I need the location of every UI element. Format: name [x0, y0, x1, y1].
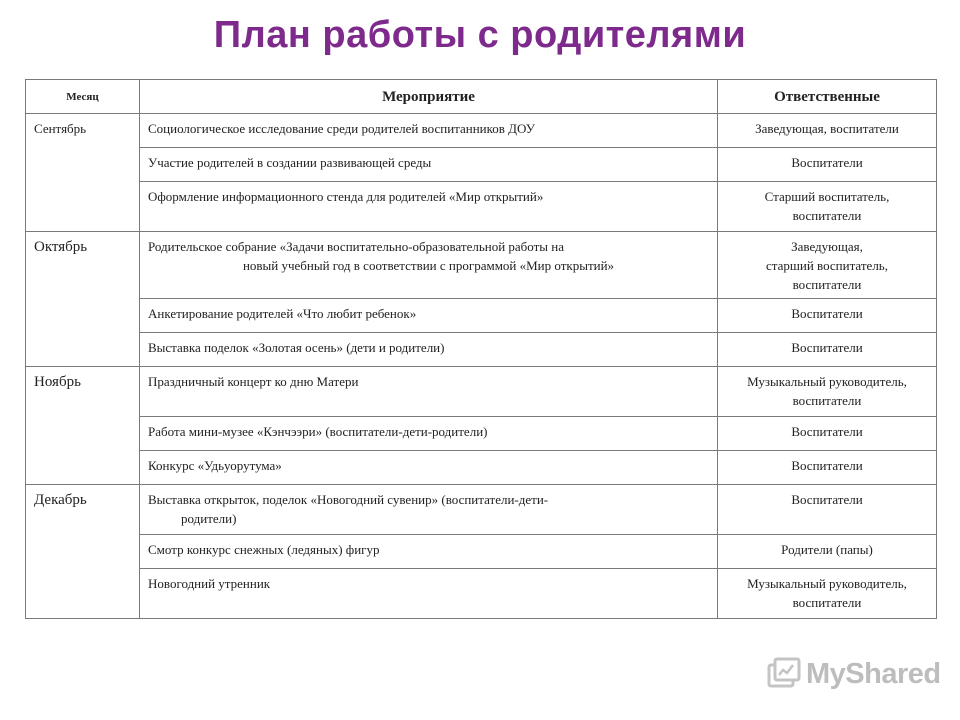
activity-line: Социологическое исследование среди родителей воспитанников ДОУ — [148, 121, 535, 136]
table-row — [26, 232, 937, 299]
responsible-cell — [718, 114, 937, 148]
responsible-cell — [718, 232, 937, 299]
responsible-cell — [718, 485, 937, 535]
month-cell: Сентябрь — [26, 114, 140, 232]
activity-cell — [140, 114, 718, 148]
responsible-cell — [718, 569, 937, 619]
responsible-line: Воспитатели — [791, 458, 863, 473]
table-row — [26, 451, 937, 485]
responsible-cell — [718, 333, 937, 367]
table-row — [26, 569, 937, 619]
responsible-cell — [718, 535, 937, 569]
responsible-line: Музыкальный руководитель, — [747, 576, 907, 591]
responsible-cell — [718, 367, 937, 417]
activity-cell — [140, 333, 718, 367]
activity-line: Анкетирование родителей «Что любит ребенок» — [148, 306, 417, 321]
activity-cell — [140, 232, 718, 299]
table-row — [26, 148, 937, 182]
activity-line: Участие родителей в создании развивающей среды — [148, 155, 432, 170]
responsible-cell — [718, 451, 937, 485]
responsible-cell — [718, 299, 937, 333]
activity-line: Оформление информационного стенда для родителей «Мир открытий» — [148, 189, 544, 204]
activity-cell — [140, 451, 718, 485]
responsible-line: Старший воспитатель, — [764, 189, 890, 204]
activity-line: Выставка открыток, поделок «Новогодний сувенир» (воспитатели-дети- — [148, 492, 549, 507]
table-row — [26, 367, 937, 417]
activity-cell — [140, 148, 718, 182]
myshared-watermark — [766, 656, 941, 692]
header-responsible: Ответственные — [718, 80, 937, 114]
activity-cell — [140, 535, 718, 569]
activity-line: Выставка поделок «Золотая осень» (дети и родители) — [148, 340, 445, 355]
responsible-line: Музыкальный руководитель, — [747, 374, 907, 389]
month-cell: Октябрь — [26, 232, 140, 367]
month-cell: Декабрь — [26, 485, 140, 619]
activity-cell — [140, 417, 718, 451]
page-title: План работы с родителями — [213, 14, 747, 56]
table-row — [26, 299, 937, 333]
responsible-line: Воспитатели — [791, 306, 863, 321]
activity-cell — [140, 182, 718, 232]
header-month: Месяц — [26, 80, 140, 114]
activity-line: новый учебный год в соответствии с программой «Мир открытий» — [242, 258, 615, 273]
watermark-text: MyShared — [806, 657, 941, 690]
activity-cell — [140, 485, 718, 535]
table-header-row — [26, 80, 937, 114]
activity-line: Праздничный концерт ко дню Матери — [148, 374, 359, 389]
month-cell: Ноябрь — [26, 367, 140, 485]
responsible-line: воспитатели — [792, 277, 862, 292]
responsible-line: старший воспитатель, — [765, 258, 888, 273]
activity-line: Работа мини-музее «Кэнчээри» (воспитатели-дети-родители) — [148, 424, 488, 439]
responsible-line: Заведующая, — [791, 239, 863, 254]
activity-cell — [140, 569, 718, 619]
activity-line: Родительское собрание «Задачи воспитательно-образовательной работы на — [148, 239, 565, 254]
responsible-line: Воспитатели — [791, 424, 863, 439]
responsible-line: Заведующая, воспитатели — [755, 121, 899, 136]
myshared-logo-icon — [766, 656, 802, 692]
responsible-cell — [718, 148, 937, 182]
activity-cell — [140, 299, 718, 333]
responsible-line: воспитатели — [792, 595, 862, 610]
responsible-line: воспитатели — [792, 208, 862, 223]
responsible-cell — [718, 182, 937, 232]
activity-line: Смотр конкурс снежных (ледяных) фигур — [148, 542, 380, 557]
activity-line: родители) — [181, 511, 237, 526]
activity-line: Конкурс «Удьуорутума» — [148, 458, 282, 473]
work-plan-table — [25, 79, 937, 619]
responsible-line: Воспитатели — [791, 492, 863, 507]
responsible-line: Родители (папы) — [781, 542, 873, 557]
table-row — [26, 417, 937, 451]
activity-cell — [140, 367, 718, 417]
responsible-line: воспитатели — [792, 393, 862, 408]
header-activity: Мероприятие — [140, 80, 718, 114]
table-row — [26, 485, 937, 535]
responsible-line: Воспитатели — [791, 155, 863, 170]
table-row — [26, 182, 937, 232]
table-row — [26, 114, 937, 148]
responsible-line: Воспитатели — [791, 340, 863, 355]
table-row — [26, 333, 937, 367]
table-row — [26, 535, 937, 569]
activity-line: Новогодний утренник — [148, 576, 271, 591]
responsible-cell — [718, 417, 937, 451]
